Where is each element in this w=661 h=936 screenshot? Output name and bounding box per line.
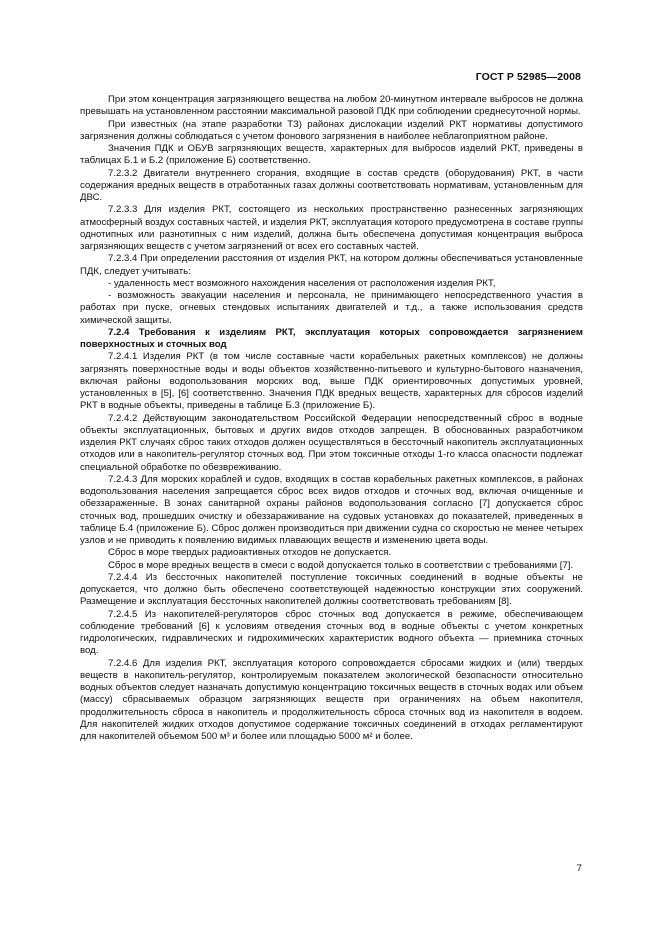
list-item: - возможность эвакуации населения и персонала, не принимающего непосредственного участия в работах при пуске, огневых стендовых испытаниях двигателей и т.д., а также использования средств химической защиты.: [80, 290, 583, 326]
paragraph: 7.2.3.3 Для изделия РКТ, состоящего из нескольких пространственно разнесенных загрязняющих атмосферный воздух составных частей, и изделия РКТ, эксплуатация которого предусмотрена в составе группы однотипных или разнотипных с ним изделий, должна быть обеспечена допустимая концентрация выброса загрязняющих веществ с учетом загрязнений от всех его составных частей.: [80, 204, 583, 252]
paragraph: Значения ПДК и ОБУВ загрязняющих веществ, характерных для выбросов изделий РКТ, приведены в таблицах Б.1 и Б.2 (приложение Б) соответственно.: [80, 143, 583, 167]
paragraph: 7.2.4.4 Из бессточных накопителей поступление токсичных соединений в водные объекты не допускается, что должно быть обеспечено соответствующей надежностью конструкции этих сооружений. Размещение и эксплуатация бессточных накопителей должны соответствовать требованиям [8].: [80, 571, 583, 608]
paragraph: 7.2.3.4 При определении расстояния от изделия РКТ, на котором должны обеспечиваться установленные ПДК, следует учитывать:: [80, 253, 583, 277]
paragraph: 7.2.4.2 Действующим законодательством Российской Федерации непосредственный сброс в водные объекты эксплуатационных, бытовых и других видов отходов запрещен. В обоснованных разработчиком изделия РКТ случаях сброс таких отходов должен осуществляться в бессточный накопитель эксплуатационных отходов или в накопитель-регулятор сточных вод. При этом токсичные отходы 1-го класса опасности подлежат специальной обработке по обезвреживанию.: [80, 412, 583, 473]
paragraph: 7.2.4.3 Для морских кораблей и судов, входящих в состав корабельных ракетных комплексов, в районах водопользования населения запрещается сброс всех видов отходов и сточных вод, включая очищенные и обеззараженные. В зонах санитарной охраны районов водопользования согласно [7] допускается сброс сточных вод, прошедших очистку и обеззараживание на судовых установках до показателей, приведенных в таблице Б.4 (приложение Б). Сброс должен производиться при движении судна со скоростью не менее четырех узлов и не приводить к появлению видимых плавающих веществ и изменению цвета воды.: [80, 473, 583, 546]
paragraph: Сброс в море вредных веществ в смеси с водой допускается только в соответствии с требованиями [7].: [108, 559, 574, 571]
section-heading: 7.2.4 Требования к изделиям РКТ, эксплуатация которых сопровождается загрязнением поверхностных и сточных вод: [80, 326, 583, 350]
page-number: 7: [576, 863, 582, 874]
list-item: - удаленность мест возможного нахождения населения от расположения изделия РКТ,: [108, 277, 496, 289]
document-body: [80, 94, 583, 743]
paragraph: При этом концентрация загрязняющего вещества на любом 20-минутном интервале выбросов не должна превышать на установленном расстоянии максимальной разовой ПДК при соблюдении среднесуточной нормы.: [80, 94, 583, 118]
paragraph: 7.2.4.1 Изделия РКТ (в том числе составные части корабельных ракетных комплексов) не должны загрязнять поверхностные воды и воды объектов хозяйственно-питьевого и культурно-бытового назначения, включая районы водопользования морских вод, выше ПДК ориентировочных допустимых уровней, установленных в [5], [6] соответственно. Значения ПДК вредных веществ, характерных для сбросов изделий РКТ в водные объекты, приведены в таблице Б.3 (приложение Б).: [80, 351, 583, 412]
standard-header: ГОСТ Р 52985—2008: [475, 71, 581, 83]
paragraph: 7.2.3.2 Двигатели внутреннего сгорания, входящие в состав средств (оборудования) РКТ, в части содержания вредных веществ в отработанных газах должны соответствовать нормативам, установленным для ДВС.: [80, 167, 583, 203]
paragraph: Сброс в море твердых радиоактивных отходов не допускается.: [108, 547, 392, 559]
paragraph: 7.2.4.5 Из накопителей-регуляторов сброс сточных вод допускается в режиме, обеспечивающем соблюдение требований [6] к условиям отведения сточных вод в водные объекты с учетом конкретных гидрологических, гидравлических и гидрохимических характеристик водного объекта — приемника сточных вод.: [80, 608, 583, 657]
paragraph: При известных (на этапе разработки ТЗ) районах дислокации изделий РКТ нормативы допустимого загрязнения должны соблюдаться с учетом фонового загрязнения в наиболее неблагоприятном районе.: [80, 118, 583, 142]
paragraph: 7.2.4.6 Для изделия РКТ, эксплуатация которого сопровождается сбросами жидких и (или) твердых веществ в накопитель-регулятор, контролируемым показателем экологической безопасности относительно водных объектов следует назначать допустимую концентрацию токсичных веществ в сточных водах или объем (массу) сбрасываемых образцом загрязняющих веществ при ограничениях на объем накопителя, продолжительность сброса в накопитель и продолжительность сброса сточных вод из накопителя в водоем. Для накопителей жидких отходов допустимое содержание токсичных соединений в отходах регламентируют для накопителей объемом 500 м³ и более или площадью 5000 м² и более.: [80, 657, 583, 742]
